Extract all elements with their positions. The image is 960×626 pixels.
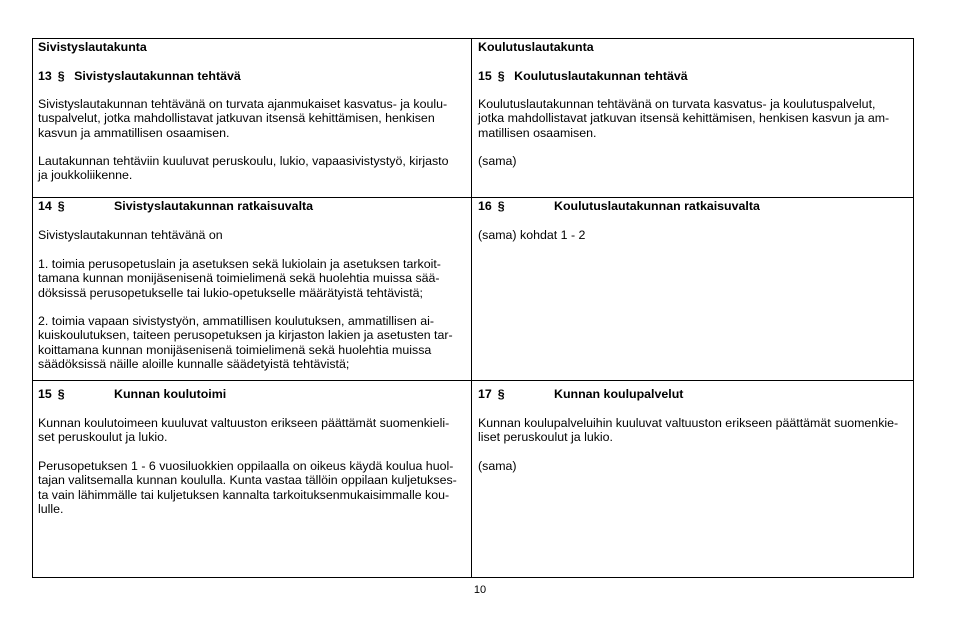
text-line: Koulutuslautakunnan tehtävänä on turvata kasvatus- ja koulutuspalvelut, bbox=[478, 97, 876, 111]
right-section-17-heading bbox=[478, 387, 898, 401]
section-title: Koulutuslautakunnan tehtävä bbox=[514, 69, 688, 83]
section-title: Kunnan koulupalvelut bbox=[554, 387, 684, 401]
text-line: tamana kunnan monijäsenisenä toimielimenä sekä huolehtia muissa sää- bbox=[38, 271, 440, 286]
section-symbol: § bbox=[497, 69, 505, 83]
right-section-16-heading bbox=[478, 199, 898, 213]
text-line: säädöksissä näille aloille kunnalle säädetyistä tehtävistä; bbox=[38, 356, 350, 371]
section-number: 13 bbox=[38, 69, 52, 83]
left-section-15-paragraph-2 bbox=[38, 459, 457, 516]
section-symbol: § bbox=[57, 69, 65, 83]
section-number: 15 bbox=[38, 387, 52, 401]
section-title: Koulutuslautakunnan ratkaisuvalta bbox=[554, 199, 760, 213]
text-line: matillisen osaamisen. bbox=[478, 125, 597, 140]
section-number: 14 bbox=[38, 199, 52, 213]
text-line: lulle. bbox=[38, 501, 64, 516]
text-line: ja joukkoliikenne. bbox=[38, 168, 133, 183]
section-number: 17 bbox=[478, 387, 492, 401]
right-section-16-text: (sama) kohdat 1 - 2 bbox=[478, 228, 586, 242]
section-number: 16 bbox=[478, 199, 492, 213]
text-line: liset peruskoulut ja lukio. bbox=[478, 430, 613, 445]
left-committee-title: Sivistyslautakunta bbox=[38, 40, 147, 54]
section-title: Sivistyslautakunnan ratkaisuvalta bbox=[114, 199, 314, 213]
text-line: tajan valitsemalla kunnan koululla. Kunta vastaa tällöin oppilaan kuljetukses- bbox=[38, 473, 457, 488]
left-section-13-paragraph-1 bbox=[38, 97, 447, 140]
left-section-14-intro: Sivistyslautakunnan tehtävänä on bbox=[38, 228, 223, 242]
text-line: ta vain lähimmälle tai kuljetuksen kannalta tarkoituksenmukaisimmalle kou- bbox=[38, 487, 450, 502]
text-line: kuiskoulutuksen, taiteen perusopetuksen ja kirjaston lakien ja asetusten tar- bbox=[38, 328, 453, 343]
text-line: Kunnan koulupalveluihin kuuluvat valtuuston erikseen päättämät suomenkie- bbox=[478, 416, 899, 430]
left-section-15-paragraph-1 bbox=[38, 416, 449, 445]
text-line: döksissä perusopetukselle tai lukio-opetukselle määrätyistä tehtävistä; bbox=[38, 285, 423, 300]
text-line: Kunnan koulutoimeen kuuluvat valtuuston erikseen päättämät suomenkieli- bbox=[38, 416, 450, 430]
right-committee-title: Koulutuslautakunta bbox=[478, 40, 594, 54]
row-divider bbox=[32, 380, 914, 381]
text-line: Sivistyslautakunnan tehtävänä on turvata ajanmukaiset kasvatus- ja koulu- bbox=[38, 97, 448, 111]
text-line: jotka mahdollistavat jatkuvan itsensä kehittämisen, henkisen kasvun ja am- bbox=[478, 111, 890, 126]
section-symbol: § bbox=[497, 199, 505, 213]
text-line: koittamana kunnan monijäsenisenä toimielimenä sekä huolehtia muissa bbox=[38, 342, 432, 357]
left-section-14-heading bbox=[38, 199, 458, 213]
left-section-13-heading bbox=[38, 69, 241, 83]
right-section-17-paragraph-1 bbox=[478, 416, 898, 445]
left-section-14-item-1 bbox=[38, 257, 441, 300]
row-divider bbox=[32, 197, 914, 198]
text-line: Lautakunnan tehtäviin kuuluvat peruskoulu, lukio, vapaasivistystyö, kirjasto bbox=[38, 154, 449, 168]
section-symbol: § bbox=[57, 199, 65, 213]
section-symbol: § bbox=[497, 387, 505, 401]
section-number: 15 bbox=[478, 69, 492, 83]
text-line: set peruskoulut ja lukio. bbox=[38, 430, 168, 445]
text-line: kasvun ja ammatillisen osaamisen. bbox=[38, 125, 230, 140]
section-title: Sivistyslautakunnan tehtävä bbox=[74, 69, 241, 83]
left-section-15-heading bbox=[38, 387, 458, 401]
left-section-13-paragraph-2 bbox=[38, 154, 449, 183]
right-section-15-heading bbox=[478, 69, 688, 83]
column-divider bbox=[471, 380, 472, 578]
text-line: tuspalvelut, jotka mahdollistavat jatkuvan itsensä kehittämisen, henkisen bbox=[38, 111, 435, 126]
section-title: Kunnan koulutoimi bbox=[114, 387, 227, 401]
text-line: Perusopetuksen 1 - 6 vuosiluokkien oppilaalla on oikeus käydä koulua huol- bbox=[38, 459, 454, 473]
text-line: 2. toimia vapaan sivistystyön, ammatillisen koulutuksen, ammatillisen ai- bbox=[38, 314, 434, 328]
text-line: 1. toimia perusopetuslain ja asetuksen sekä lukiolain ja asetuksen tarkoit- bbox=[38, 257, 441, 271]
page-number: 10 bbox=[473, 584, 487, 596]
left-section-14-item-2 bbox=[38, 314, 453, 371]
right-section-15-same: (sama) bbox=[478, 154, 517, 168]
right-section-15-paragraph-1 bbox=[478, 97, 889, 140]
right-section-17-same: (sama) bbox=[478, 459, 517, 473]
column-divider bbox=[471, 197, 472, 380]
section-symbol: § bbox=[57, 387, 65, 401]
column-divider bbox=[471, 38, 472, 197]
